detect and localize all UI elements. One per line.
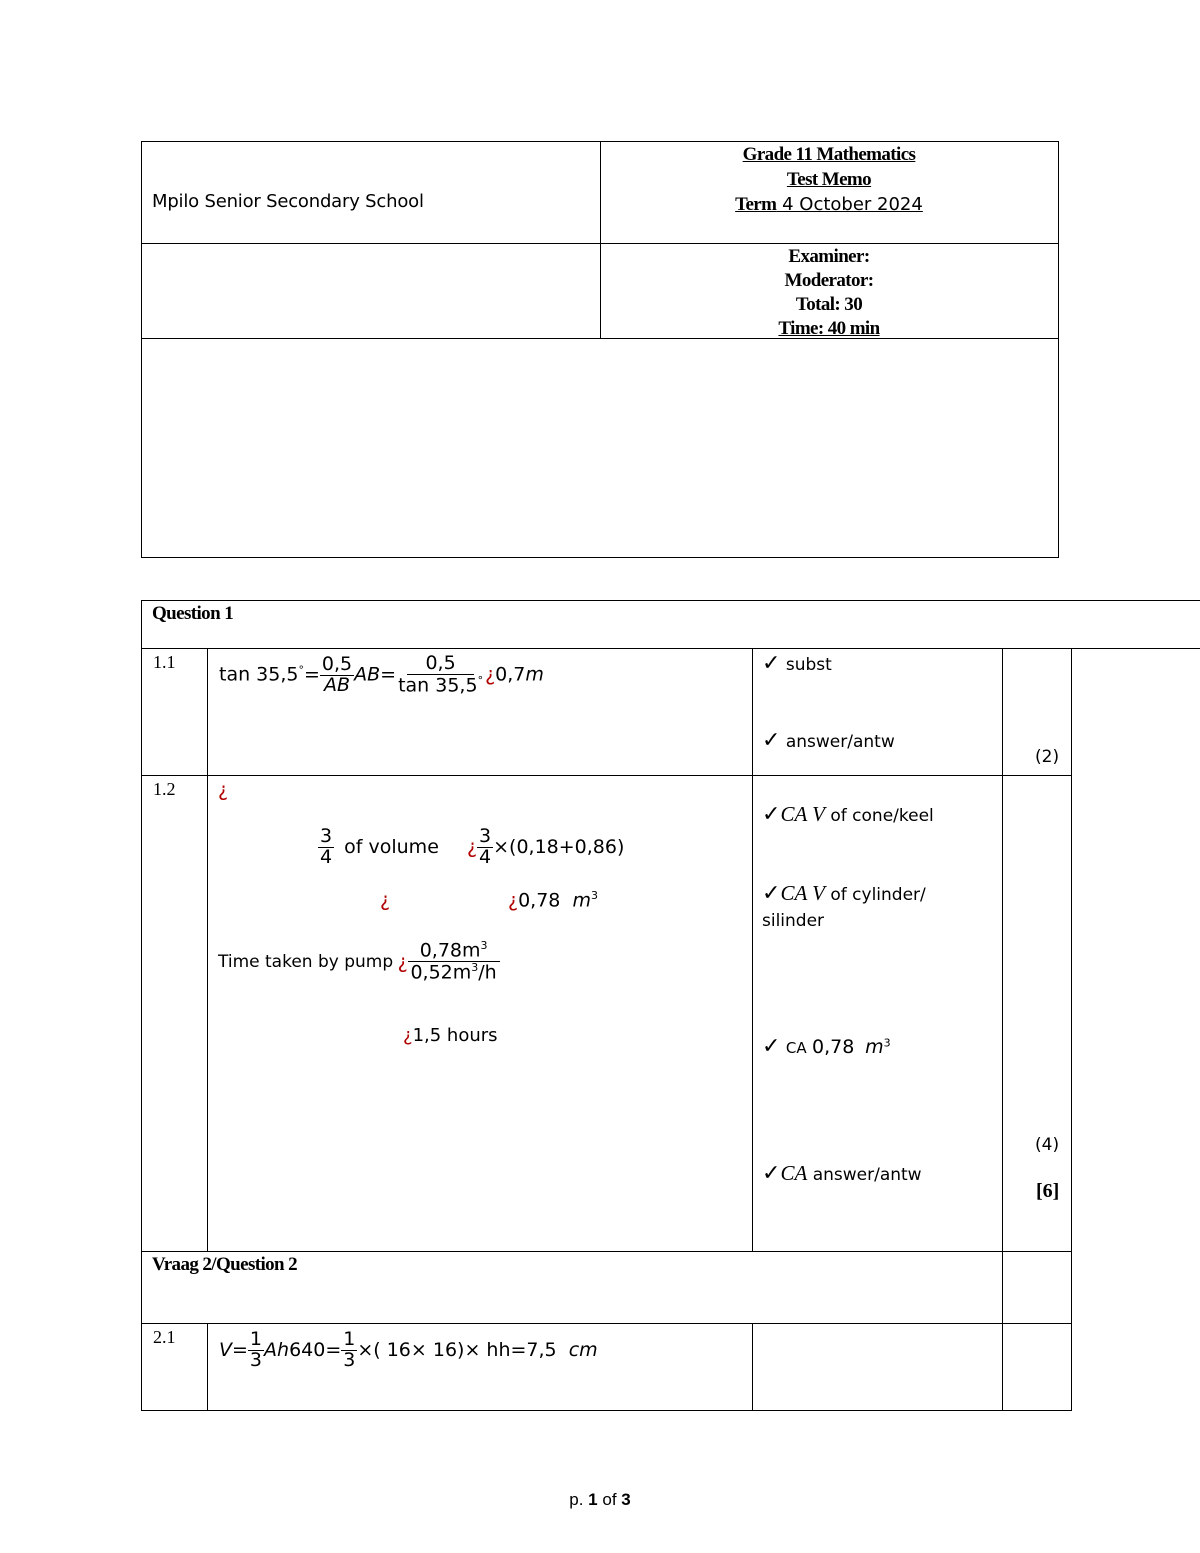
- mark-ca: CA: [780, 1161, 808, 1185]
- examiner-label: Examiner:: [788, 246, 870, 267]
- volume-value: 0,78: [518, 889, 561, 912]
- v-equals: V=: [219, 1338, 248, 1361]
- ah-term: Ah: [264, 1338, 290, 1361]
- fraction-numerator: 3: [320, 825, 333, 847]
- fraction-numerator: [408, 940, 500, 962]
- mark-unit: m: [865, 1036, 884, 1058]
- cube-exponent: 3: [883, 1036, 891, 1050]
- result-value: 0,7: [495, 663, 526, 686]
- pump-numerator-text: 0,78m: [419, 939, 481, 962]
- result-unit: m: [525, 663, 544, 686]
- fraction-numerator: 0,5: [407, 654, 473, 675]
- moderator-label: Moderator:: [784, 270, 874, 291]
- q1-1-mark-subst: [762, 651, 832, 676]
- q1-1-mark-answer: [762, 728, 895, 753]
- q1-2-marks-total: (4): [1035, 1135, 1060, 1155]
- time-taken-label: Time taken by pump: [218, 951, 394, 972]
- fraction-denominator: [408, 962, 498, 983]
- fraction-three-quarters: [477, 827, 493, 868]
- cube-exponent: 3: [591, 889, 599, 902]
- question-2-title: Vraag 2/Question 2: [152, 1254, 298, 1275]
- term-date: [600, 193, 1058, 217]
- mark-text: answer/antw: [785, 732, 895, 752]
- fraction-numerator: 0,5: [321, 652, 353, 675]
- mark-text: subst: [785, 655, 832, 675]
- inverted-question-mark: ¿: [485, 663, 496, 686]
- volume-unit: m: [572, 889, 592, 912]
- q1-1-marks-total: (2): [1035, 747, 1060, 767]
- q1-1-number: 1.1: [153, 652, 176, 672]
- tan-denominator-text: tan 35,5: [398, 674, 478, 697]
- cube-exponent: 3: [480, 939, 488, 952]
- pump-denominator-text: 0,52m: [410, 961, 472, 984]
- height-unit: cm: [568, 1338, 598, 1361]
- fraction-denominator: 4: [320, 845, 333, 868]
- q1-2-mark-cone: [762, 802, 934, 827]
- fraction-half-over-tan: [396, 654, 485, 696]
- fraction-denominator: 4: [479, 845, 492, 868]
- inverted-question-mark: ¿: [218, 779, 229, 801]
- time-label: Time: 40 min: [778, 318, 880, 339]
- total-pages: 3: [621, 1490, 631, 1509]
- volume-expression: ×(0,18+0,86): [493, 835, 625, 858]
- degree-sign: °: [298, 663, 304, 677]
- mark-ca-v: CA V: [780, 802, 825, 826]
- check-icon: ✓: [762, 651, 781, 676]
- term-label: Term: [735, 194, 777, 215]
- volume-result: [508, 889, 598, 911]
- fraction-three-quarters: [318, 827, 334, 868]
- doc-type: Test Memo: [786, 169, 872, 190]
- mark-line: [762, 880, 926, 908]
- inverted-question-mark: ¿: [508, 889, 519, 912]
- page-prefix: p.: [569, 1490, 589, 1509]
- per-hour-text: /h: [478, 961, 497, 984]
- exam-info-block: [600, 245, 1058, 341]
- memo-title-block: [600, 143, 1058, 217]
- cube-exponent: 3: [471, 961, 479, 975]
- inverted-question-mark: ¿: [403, 1025, 413, 1046]
- q2-1-equation: [219, 1330, 598, 1371]
- fraction-half-over-ab: [320, 652, 354, 696]
- mark-text: of cone/keel: [830, 806, 934, 826]
- fraction-denominator: AB: [323, 673, 351, 696]
- hours-value: 1,5 hours: [412, 1025, 498, 1046]
- school-name: Mpilo Senior Secondary School: [152, 191, 424, 212]
- mark-text: of cylinder/: [830, 885, 926, 905]
- term-date-value: 4 October 2024: [776, 194, 923, 215]
- of-volume-text: of volume: [344, 835, 439, 858]
- fraction-denominator: 3: [249, 1348, 263, 1371]
- fraction-numerator: 1: [343, 1328, 356, 1350]
- question-1-title: Question 1: [152, 603, 234, 624]
- fraction-one-third: [341, 1330, 357, 1371]
- q1-2-mark-cylinder: [762, 880, 926, 934]
- inverted-question-mark: ¿: [380, 889, 391, 911]
- mark-ca-v: CA V: [780, 881, 825, 905]
- hours-result: [403, 1025, 498, 1046]
- fraction-denominator: 3: [343, 1348, 356, 1371]
- current-page: 1: [588, 1490, 598, 1509]
- fraction-numerator: 3: [479, 825, 492, 847]
- time-taken-line: [218, 940, 500, 984]
- q1-2-number: 1.2: [153, 779, 176, 799]
- subject-title: Grade 11 Mathematics: [742, 144, 916, 165]
- check-icon: ✓: [762, 728, 781, 753]
- q1-1-equation: [219, 654, 544, 696]
- q1-2-volume-line: [318, 827, 624, 868]
- page-of: of: [597, 1490, 622, 1509]
- inverted-question-mark: ¿: [397, 950, 408, 973]
- check-icon: ✓: [762, 881, 781, 906]
- fraction-denominator: [396, 675, 485, 696]
- fraction-pump-time: [408, 940, 500, 984]
- mark-text: answer/antw: [812, 1165, 922, 1185]
- equals-sign: =: [303, 663, 320, 686]
- check-icon: ✓: [762, 1161, 781, 1186]
- height-expression: ×( 16× 16)× hh=7,5: [357, 1338, 557, 1361]
- q1-2-mark-answer: [762, 1161, 922, 1186]
- page-number: [0, 1490, 1200, 1510]
- fraction-one-third: [248, 1330, 264, 1371]
- check-icon: ✓: [762, 802, 781, 827]
- q2-1-number: 2.1: [153, 1327, 176, 1347]
- degree-sign: °: [477, 673, 484, 687]
- question-1-total: [6]: [1036, 1180, 1060, 1202]
- tan-expression: tan 35,5: [219, 663, 299, 686]
- volume-equals: 640=: [289, 1338, 342, 1361]
- mark-text-continued: silinder: [762, 911, 825, 931]
- q1-2-mark-volume: [762, 1034, 891, 1059]
- mark-ca: CA: [785, 1039, 807, 1057]
- total-label: Total: 30: [795, 294, 863, 315]
- inverted-question-mark: ¿: [466, 835, 478, 858]
- fraction-numerator: 1: [249, 1328, 263, 1350]
- ab-equals: AB=: [354, 663, 397, 686]
- mark-value: 0,78: [812, 1036, 855, 1058]
- check-icon: ✓: [762, 1034, 781, 1059]
